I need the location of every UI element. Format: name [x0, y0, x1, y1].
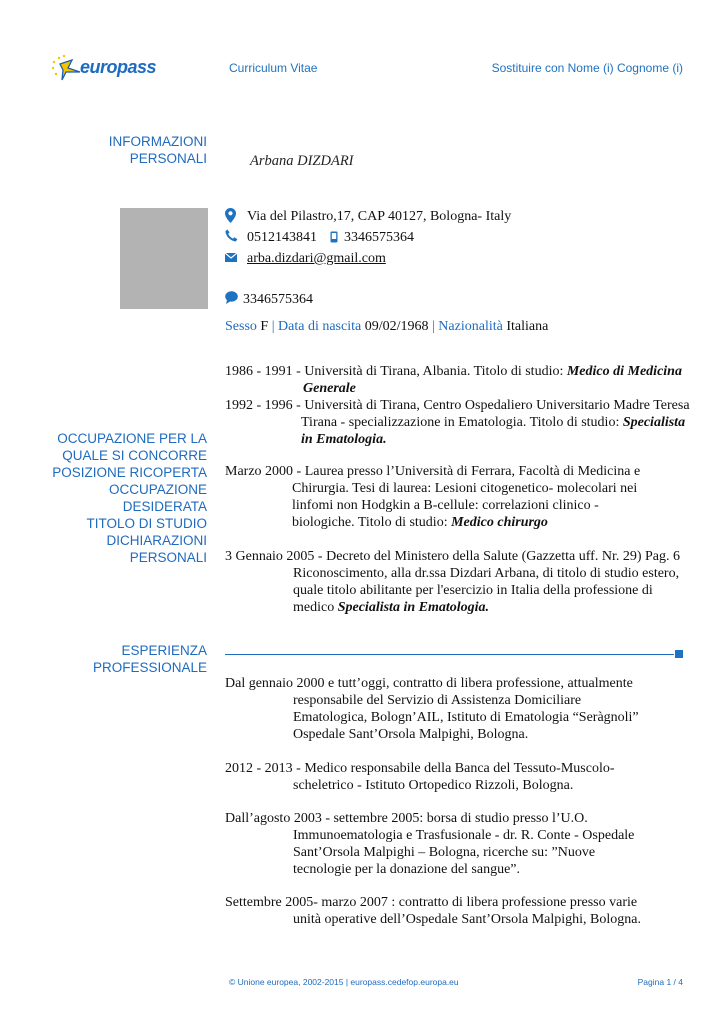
separator: | [431, 319, 435, 334]
experience-entry: Dal gennaio 2000 e tutt’oggi, contratto di libera professione, attualmente responsabile del Servizio di Assistenza Domiciliare Ematologica, Bologn’AIL, Istituto di Ematologia “Seràgnoli” Ospedale Sant’Orsola Malpighi, Bologna. [225, 676, 639, 742]
footer-copyright: © Unione europea, 2002-2015 | europass.cedefop.europa.eu [229, 977, 459, 987]
section-divider-end-marker [675, 650, 683, 658]
sex-value: F [260, 319, 269, 334]
name-placeholder: Sostituire con Nome (i) Cognome (i) [491, 61, 683, 75]
birth-label: Data di nascita [278, 319, 362, 334]
position-label: OCCUPAZIONE PER LA QUALE SI CONCORRE POSIZIONE RICOPERTA OCCUPAZIONE DESIDERATA TITOLO DI STUDIO DICHIARAZIONI PERSONALI [52, 431, 207, 565]
messenger-number: 3346575364 [243, 292, 313, 307]
section-divider [225, 654, 674, 655]
education-entry: 3 Gennaio 2005 - Decreto del Ministero della Salute (Gazzetta uff. Nr. 29) Pag. 6 Riconoscimento, alla dr.ssa Dizdari Arbana, di titolo di studio estero, quale titolo abilitante per l'esercizio in Italia della professione di medico Specialista in Ematologia. [225, 549, 680, 615]
location-icon [225, 208, 236, 223]
personal-details-line [225, 318, 548, 335]
nationality-label: Nazionalità [438, 319, 503, 334]
logo-text: europass [80, 57, 157, 77]
education-entry: 1986 - 1991 - Università di Tirana, Albania. Titolo di studio: Medico di Medicina Generale [225, 364, 682, 396]
nationality-value: Italiana [506, 319, 549, 334]
phone-icon [225, 229, 238, 242]
education-entry: Marzo 2000 - Laurea presso l’Università di Ferrara, Facoltà di Medicina e Chirurgia. Tesi di laurea: Lesioni citogenetico- molecolari nei linfomi non Hodgkin a B-cellule: correlazioni clinico - biologiche. Titolo di studio: Medico chirurgo [225, 464, 641, 530]
footer-page-number: Pagina 1 / 4 [637, 977, 683, 987]
europass-logo [50, 52, 160, 82]
experience-entry: Settembre 2005- marzo 2007 : contratto di libera professione presso varie unità operative dell’Ospedale Sant’Orsola Malpighi, Bologna. [225, 895, 641, 927]
photo-placeholder [120, 208, 208, 309]
chat-icon [225, 291, 238, 304]
birth-value: 09/02/1968 [364, 319, 429, 334]
separator: | [271, 319, 275, 334]
phone-number: 0512143841 [247, 230, 317, 245]
personal-info-label: INFORMAZIONI PERSONALI [108, 134, 207, 166]
mobile-phone-icon [330, 231, 338, 243]
full-name: Arbana DIZDARI [250, 153, 354, 169]
email-link[interactable]: arba.dizdari@gmail.com [247, 251, 386, 266]
document-title: Curriculum Vitae [229, 61, 318, 75]
email-icon [225, 253, 237, 262]
experience-label: ESPERIENZA PROFESSIONALE [92, 643, 207, 675]
education-entry: 1992 - 1996 - Università di Tirana, Centro Ospedaliero Universitario Madre Teresa Tirana - specializzazione in Ematologia. Titolo di studio: Specialista in Ematologia. [225, 398, 690, 447]
mobile-number: 3346575364 [344, 230, 414, 245]
sex-label: Sesso [225, 319, 257, 334]
address: Via del Pilastro,17, CAP 40127, Bologna- Italy [247, 209, 512, 224]
experience-entry: Dall’agosto 2003 - settembre 2005: borsa di studio presso l’U.O. Immunoematologia e Trasfusionale - dr. R. Conte - Ospedale Sant’Orsola Malpighi – Bologna, ricerche su: ”Nuove tecnologie per la donazione del sangue”. [225, 811, 635, 877]
experience-entry: 2012 - 2013 - Medico responsabile della Banca del Tessuto-Muscolo- scheletrico - Istituto Ortopedico Rizzoli, Bologna. [225, 761, 615, 793]
europass-star-icon [50, 52, 84, 82]
